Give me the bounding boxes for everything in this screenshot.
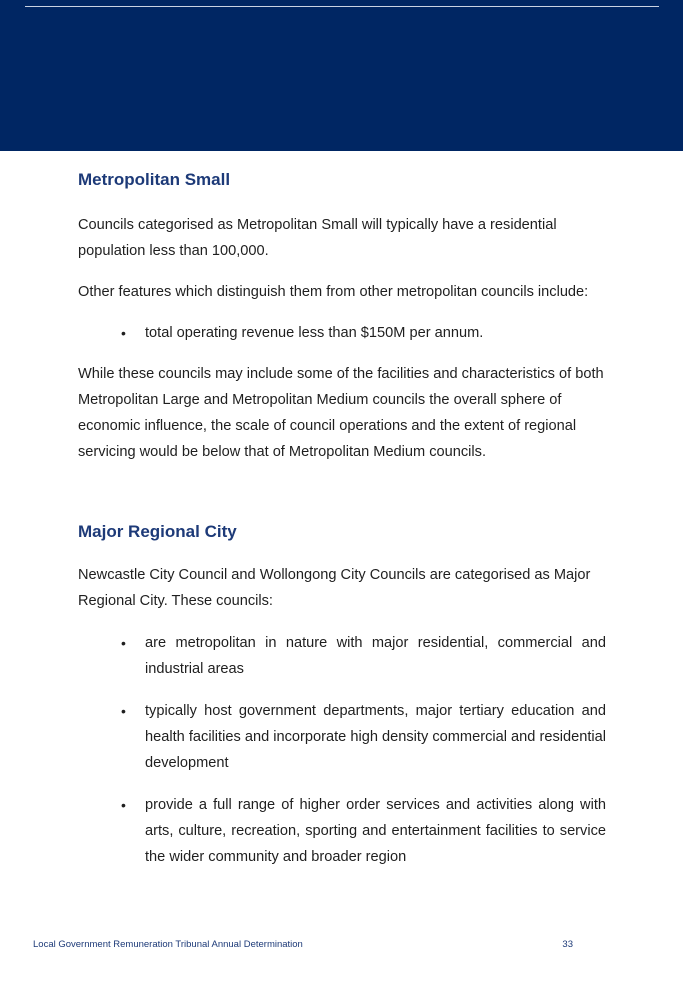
bullet-icon: • (121, 635, 126, 651)
page-content (78, 168, 606, 870)
section-heading-metropolitan-small: Metropolitan Small (78, 170, 231, 189)
list-item-text: are metropolitan in nature with major residential, commercial and industrial areas (145, 635, 606, 677)
list-item (78, 320, 606, 346)
section-heading-major-regional-city: Major Regional City (78, 522, 237, 541)
page-number: 33 (562, 939, 573, 950)
section-paragraph: While these councils may include some of the facilities and characteristics of both Metropolitan Large and Metropolitan Medium councils the overall sphere of economic influence, the scale of council operations and the extent of regional servicing would be below that of Metropolitan Medium councils. (78, 366, 604, 460)
header-band (0, 0, 683, 151)
bullet-icon: • (121, 797, 126, 813)
section-paragraph: Councils categorised as Metropolitan Small will typically have a residential population less than 100,000. (78, 217, 557, 259)
page-footer (33, 939, 573, 951)
bullet-list (78, 630, 606, 870)
footer-title: Local Government Remuneration Tribunal Annual Determination (33, 939, 303, 950)
bullet-icon: • (121, 703, 126, 719)
list-item (78, 698, 606, 776)
list-item-text: provide a full range of higher order services and activities along with arts, culture, recreation, sporting and entertainment facilities to service the wider community and broader region (145, 797, 606, 865)
section-paragraph: Newcastle City Council and Wollongong City Councils are categorised as Major Regional City. These councils: (78, 567, 591, 609)
list-item-text: typically host government departments, major tertiary education and health facilities and incorporate high density commercial and residential development (145, 703, 606, 771)
list-item (78, 630, 606, 682)
list-item (78, 792, 606, 870)
section-paragraph: Other features which distinguish them from other metropolitan councils include: (78, 284, 589, 300)
bullet-icon: • (121, 325, 126, 341)
header-rule (25, 6, 659, 7)
list-item-text: total operating revenue less than $150M per annum. (145, 325, 484, 341)
bullet-list (78, 320, 606, 346)
